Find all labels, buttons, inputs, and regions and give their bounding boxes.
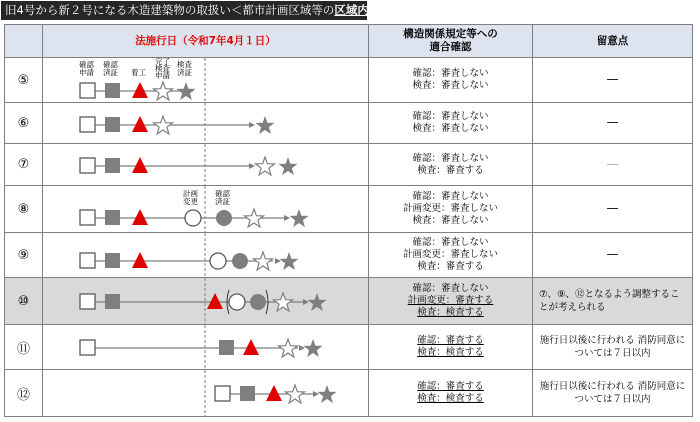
note-text: — xyxy=(606,115,619,129)
triangle-red-icon xyxy=(207,293,223,309)
star-filled-icon xyxy=(256,116,275,134)
check-line: 検査：審査しない xyxy=(412,80,489,91)
label-confirm-issued-1: 確認 xyxy=(103,60,118,69)
table-row xyxy=(5,103,693,144)
label-complete-apply-1: 完了 xyxy=(155,57,170,66)
triangle-red-icon xyxy=(132,252,148,268)
note-cell xyxy=(533,370,693,417)
row-number: ⑤ xyxy=(5,58,43,103)
timeline-cell xyxy=(43,144,369,186)
note-text: — xyxy=(606,156,619,171)
header-check-line1: 構造関係規定等への xyxy=(403,28,498,40)
label-start: 着工 xyxy=(131,68,146,77)
title-emphasis: 区域内 xyxy=(334,3,369,17)
timeline-diagram xyxy=(43,278,368,324)
note-text: 施行日以後に行われる 消防同意については７日以内 xyxy=(539,335,686,359)
note-text: — xyxy=(606,247,619,261)
star-filled-icon xyxy=(280,252,299,270)
table-row xyxy=(5,58,693,103)
label-confirm-apply-1: 確認 xyxy=(79,60,94,69)
table-row xyxy=(5,233,693,278)
label-confirm-apply-2: 申請 xyxy=(79,68,94,77)
timeline-diagram xyxy=(43,325,368,369)
circle-filled-icon xyxy=(250,294,266,310)
star-outline-icon xyxy=(256,157,275,175)
label-inspect-issued-2: 済証 xyxy=(177,68,192,77)
star-filled-icon xyxy=(177,82,196,100)
timeline-diagram xyxy=(43,103,368,143)
square-outline-icon xyxy=(80,294,95,309)
label-confirm-issued2-2: 済証 xyxy=(215,197,230,206)
check-cell xyxy=(369,103,533,144)
label-inspect-issued-1: 検査 xyxy=(177,60,192,69)
check-cell xyxy=(369,186,533,233)
check-cell xyxy=(369,144,533,186)
comparison-table xyxy=(4,24,693,417)
timeline-diagram xyxy=(43,58,368,102)
row-number: ⑪ xyxy=(5,325,43,370)
header-check xyxy=(369,25,533,58)
row-number: ⑥ xyxy=(5,103,43,144)
square-outline-icon xyxy=(80,83,95,98)
square-filled-icon xyxy=(105,117,120,132)
label-confirm-issued-2: 済証 xyxy=(103,68,118,77)
triangle-red-icon xyxy=(132,209,148,225)
check-line: 確認：審査する xyxy=(417,381,484,392)
check-line: 計画変更：審査する xyxy=(407,295,494,306)
timeline-cell xyxy=(43,186,369,233)
label-complete-apply-3: 申請 xyxy=(155,71,170,80)
check-line: 確認：審査しない xyxy=(412,68,489,79)
timeline-cell xyxy=(43,278,369,325)
note-text: ⑦、⑨、⑫となるよう調整することが考えられる xyxy=(539,289,680,313)
check-line: 確認：審査しない xyxy=(412,191,489,202)
check-line: 検査：審査する xyxy=(417,164,484,176)
star-outline-icon xyxy=(279,339,298,357)
note-cell xyxy=(533,103,693,144)
table-row-highlighted xyxy=(5,278,693,325)
check-line: 確認：審査しない xyxy=(412,152,489,164)
note-text: — xyxy=(606,72,619,86)
triangle-red-icon xyxy=(243,339,259,355)
header-no xyxy=(5,25,43,58)
timeline-cell xyxy=(43,103,369,144)
label-confirm-issued2-1: 確認 xyxy=(215,189,230,198)
header-row xyxy=(5,25,693,58)
check-line: 検査：検査する xyxy=(417,393,484,404)
note-cell xyxy=(533,186,693,233)
circle-filled-icon xyxy=(232,253,248,269)
check-cell xyxy=(369,278,533,325)
square-filled-icon xyxy=(219,340,234,355)
triangle-red-icon xyxy=(132,82,148,98)
arrow-head-icon xyxy=(284,215,290,221)
star-filled-icon xyxy=(290,209,309,227)
check-line: 計画変更：審査しない xyxy=(402,203,498,214)
triangle-red-icon xyxy=(266,385,282,401)
note-cell xyxy=(533,325,693,370)
check-line: 計画変更：審査しない xyxy=(402,249,498,260)
star-filled-icon xyxy=(304,339,323,357)
star-outline-icon xyxy=(245,209,264,227)
triangle-red-icon xyxy=(132,157,148,173)
note-cell xyxy=(533,233,693,278)
row-number: ⑨ xyxy=(5,233,43,278)
note-text: — xyxy=(606,201,619,215)
header-check-line2: 適合確認 xyxy=(429,41,472,53)
timeline-diagram xyxy=(43,186,368,232)
square-outline-icon xyxy=(80,210,95,225)
square-outline-icon xyxy=(80,158,95,173)
note-text: 施行日以後に行われる 消防同意については７日以内 xyxy=(539,381,686,405)
circle-outline-icon xyxy=(185,210,201,226)
timeline-cell xyxy=(43,233,369,278)
label-plan-change-2: 変更 xyxy=(183,197,198,206)
star-outline-icon xyxy=(154,82,173,100)
timeline-cell xyxy=(43,58,369,103)
label-complete-apply-2: 検査 xyxy=(155,64,170,73)
star-outline-icon xyxy=(254,252,273,270)
table-row xyxy=(5,370,693,417)
square-filled-icon xyxy=(105,210,120,225)
timeline-cell xyxy=(43,370,369,417)
timeline-diagram xyxy=(43,370,368,416)
check-line: 確認：審査する xyxy=(417,335,484,346)
check-cell xyxy=(369,370,533,417)
square-filled-icon xyxy=(105,253,120,268)
row-number: ⑩ xyxy=(5,278,43,325)
check-line: 確認：審査しない xyxy=(412,111,489,122)
check-line: 検査：検査する xyxy=(417,347,484,358)
table-row xyxy=(5,325,693,370)
label-plan-change-1: 計画 xyxy=(183,189,198,198)
page-title xyxy=(1,1,381,20)
square-outline-icon xyxy=(80,253,95,268)
square-filled-icon xyxy=(105,83,120,98)
check-cell xyxy=(369,58,533,103)
note-cell xyxy=(533,58,693,103)
timeline-diagram xyxy=(43,144,368,185)
triangle-red-icon xyxy=(132,116,148,132)
row-number: ⑧ xyxy=(5,186,43,233)
star-filled-icon xyxy=(279,157,298,175)
star-filled-icon xyxy=(308,293,327,311)
header-note: 留意点 xyxy=(533,25,693,58)
star-outline-icon xyxy=(154,116,173,134)
circle-outline-icon xyxy=(229,294,245,310)
check-line: 確認：審査しない xyxy=(412,237,489,248)
header-timeline: 法施行日（令和7年4月１日） xyxy=(43,25,369,58)
square-outline-icon xyxy=(215,386,230,401)
timeline-diagram xyxy=(43,233,368,277)
table-row xyxy=(5,186,693,233)
square-filled-icon xyxy=(105,294,120,309)
arrow-head-icon xyxy=(249,163,255,169)
check-line: 検査：審査する xyxy=(417,261,484,272)
check-cell xyxy=(369,233,533,278)
timeline-cell xyxy=(43,325,369,370)
square-outline-icon xyxy=(80,117,95,132)
square-outline-icon xyxy=(80,340,95,355)
title-text: 旧4号から新２号になる木造建築物の取扱い＜都市計画区域等の xyxy=(5,3,335,17)
title-suffix: ＞ xyxy=(368,3,381,17)
square-filled-icon xyxy=(240,386,255,401)
square-filled-icon xyxy=(105,158,120,173)
star-outline-icon xyxy=(286,385,305,403)
note-cell xyxy=(533,144,693,186)
circle-filled-icon xyxy=(216,210,232,226)
table-row xyxy=(5,144,693,186)
note-cell xyxy=(533,278,693,325)
star-outline-icon xyxy=(274,293,293,311)
star-filled-icon xyxy=(318,385,337,403)
check-line: 検査：検査する xyxy=(417,307,484,318)
arrow-head-icon xyxy=(249,122,255,128)
check-cell xyxy=(369,325,533,370)
check-line: 確認：審査しない xyxy=(412,283,489,294)
check-line: 検査：審査しない xyxy=(412,215,489,226)
check-line: 検査：審査しない xyxy=(412,123,489,134)
circle-outline-icon xyxy=(210,253,226,269)
row-number: ⑦ xyxy=(5,144,43,186)
row-number: ⑫ xyxy=(5,370,43,417)
